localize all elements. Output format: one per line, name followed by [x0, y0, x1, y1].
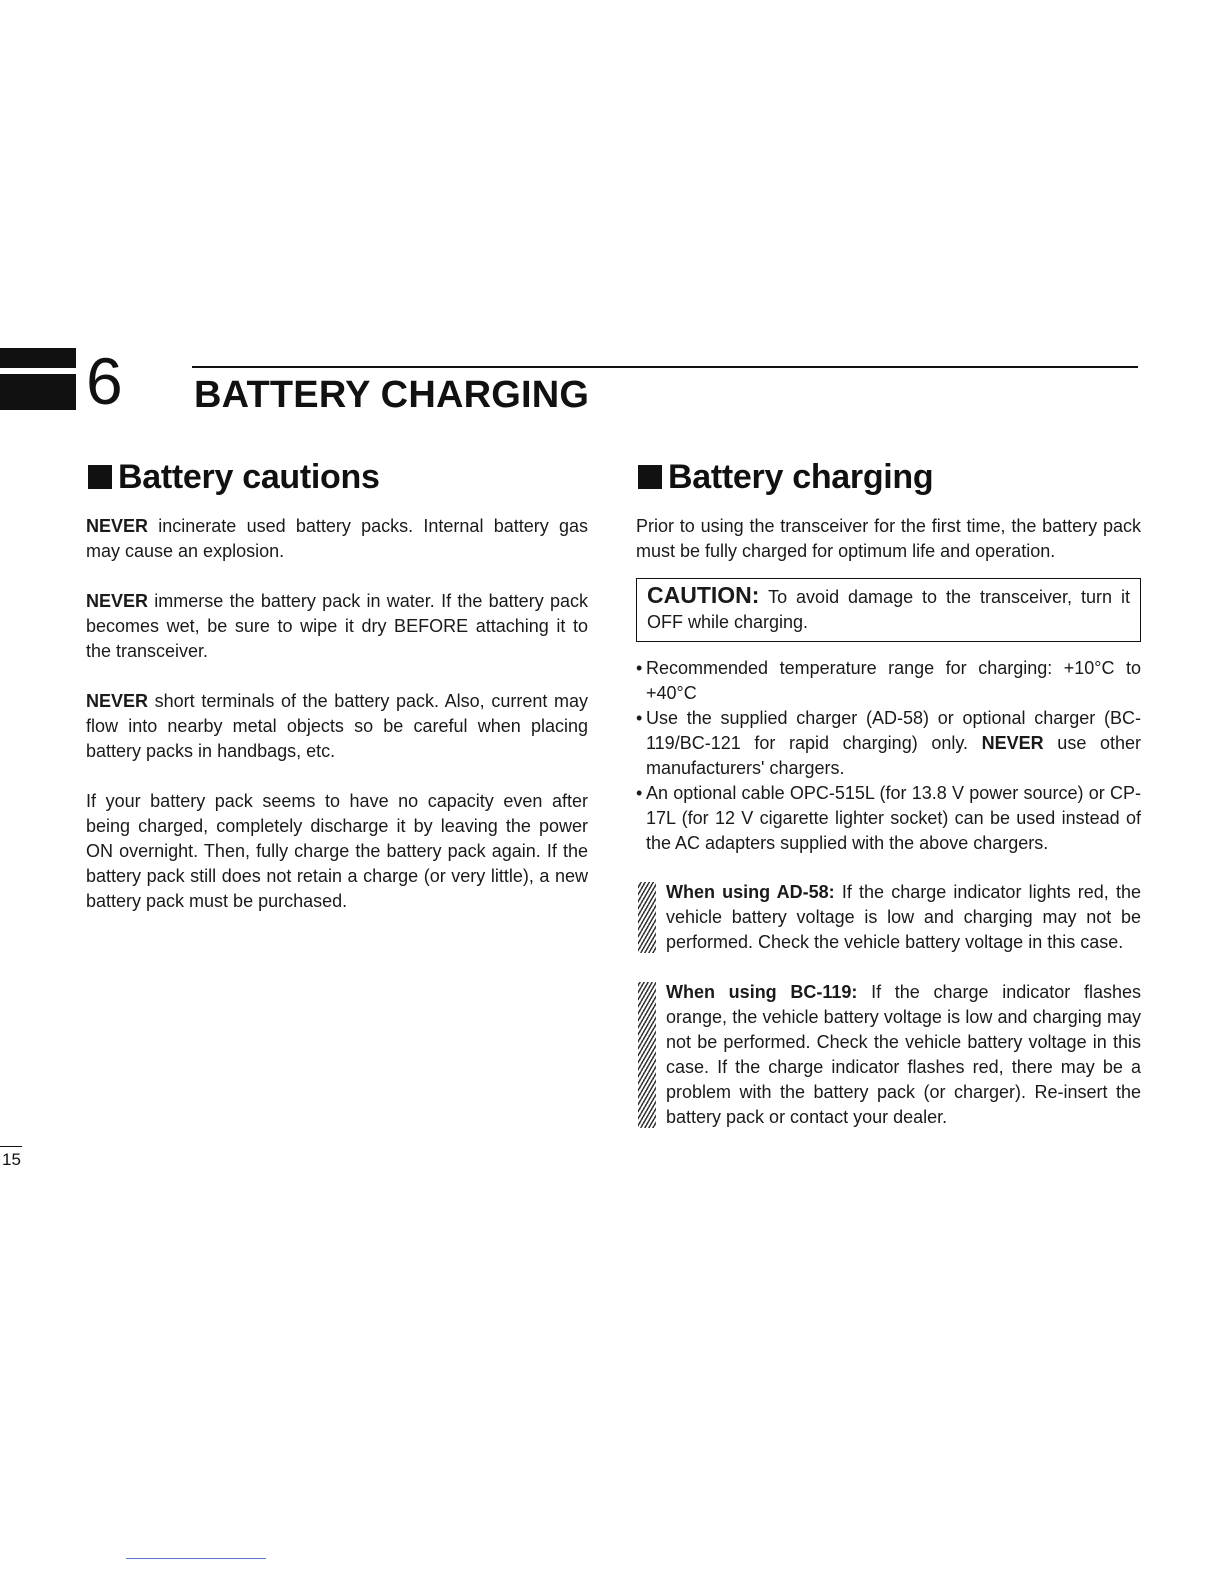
battery-charging-heading: [636, 456, 1141, 498]
note-lead: When using BC-119:: [666, 982, 858, 1002]
list-item: [636, 781, 1141, 856]
chapter-tab-bar-bottom: [0, 374, 76, 410]
charging-bullet-list: [636, 656, 1141, 856]
list-item: [636, 656, 1141, 706]
bullet-text: An optional cable OPC-515L (for 13.8 V power source) or CP-17L (for 12 V cigarette lighter socket) can be used instead of the AC adapters supplied with the above chargers.: [646, 783, 1141, 853]
caution-paragraph-4: [86, 789, 588, 914]
page-number-rule: [0, 1146, 22, 1147]
chapter-number: 6: [86, 344, 123, 418]
bottom-edge-mark: [126, 1558, 266, 1559]
caution-paragraph-1: [86, 514, 588, 564]
paragraph-text: immerse the battery pack in water. If the battery pack becomes wet, be sure to wipe it dry BEFORE attaching it to the transceiver.: [86, 591, 588, 661]
battery-cautions-heading: [86, 456, 588, 498]
battery-charging-column: [636, 456, 1141, 1155]
bullet-icon: •: [636, 708, 643, 728]
caution-paragraph-3: [86, 689, 588, 764]
caution-paragraph-2: [86, 589, 588, 664]
section-square-icon: [638, 465, 662, 489]
charging-intro: Prior to using the transceiver for the first time, the battery pack must be fully charged for optimum life and operation.: [636, 516, 1141, 561]
note-text: If the charge indicator flashes orange, the vehicle battery voltage is low and charging may not be performed. Check the vehicle battery voltage in this case. If the charge indicator flashes red, there may be a problem with the battery pack (or charger). Re-insert the battery pack or contact your dealer.: [666, 982, 1142, 1127]
note-ad58: [636, 880, 1141, 955]
battery-cautions-heading-text: Battery cautions: [118, 458, 380, 496]
note-lead: When using AD-58:: [666, 882, 835, 902]
bullet-text: Use the supplied charger (AD-58) or optional charger (BC-119/BC-121 for rapid charging) only.: [646, 708, 1141, 753]
bullet-text-after: use other manufacturers' chargers.: [646, 733, 1141, 778]
bullet-text: Recommended temperature range for charging: +10°C to +40°C: [646, 658, 1141, 703]
chapter-rule: [192, 366, 1138, 368]
hatched-note-marker-icon: [638, 882, 656, 953]
chapter-tab-bar-top: [0, 348, 76, 368]
never-label: NEVER: [86, 691, 149, 711]
note-bc119: [636, 980, 1141, 1130]
section-square-icon: [88, 465, 112, 489]
never-label: NEVER: [86, 516, 149, 536]
paragraph-text: incinerate used battery packs. Internal battery gas may cause an explosion.: [86, 516, 588, 561]
chapter-title: BATTERY CHARGING: [194, 374, 590, 416]
caution-text: To avoid damage to the transceiver, turn it OFF while charging.: [647, 587, 1130, 632]
caution-box: [636, 578, 1141, 642]
battery-cautions-column: [86, 456, 588, 939]
never-label: NEVER: [981, 733, 1044, 753]
bullet-icon: •: [636, 783, 643, 803]
caution-label: CAUTION:: [647, 582, 760, 608]
battery-charging-heading-text: Battery charging: [668, 458, 934, 496]
page-number: 15: [2, 1150, 21, 1169]
note-text: If the charge indicator lights red, the vehicle battery voltage is low and charging may not be performed. Check the vehicle battery voltage in this case.: [666, 882, 1141, 952]
never-label: NEVER: [86, 591, 149, 611]
paragraph-text: If your battery pack seems to have no capacity even after being charged, completely discharge it by leaving the power ON overnight. Then, fully charge the battery pack again. If the battery pack still does not retain a charge (or very little), a new battery pack must be purchased.: [86, 791, 588, 911]
paragraph-text: short terminals of the battery pack. Also, current may flow into nearby metal objects so be careful when placing battery packs in handbags, etc.: [86, 691, 588, 761]
list-item: [636, 706, 1141, 781]
hatched-note-marker-icon: [638, 982, 656, 1128]
bullet-icon: •: [636, 658, 643, 678]
